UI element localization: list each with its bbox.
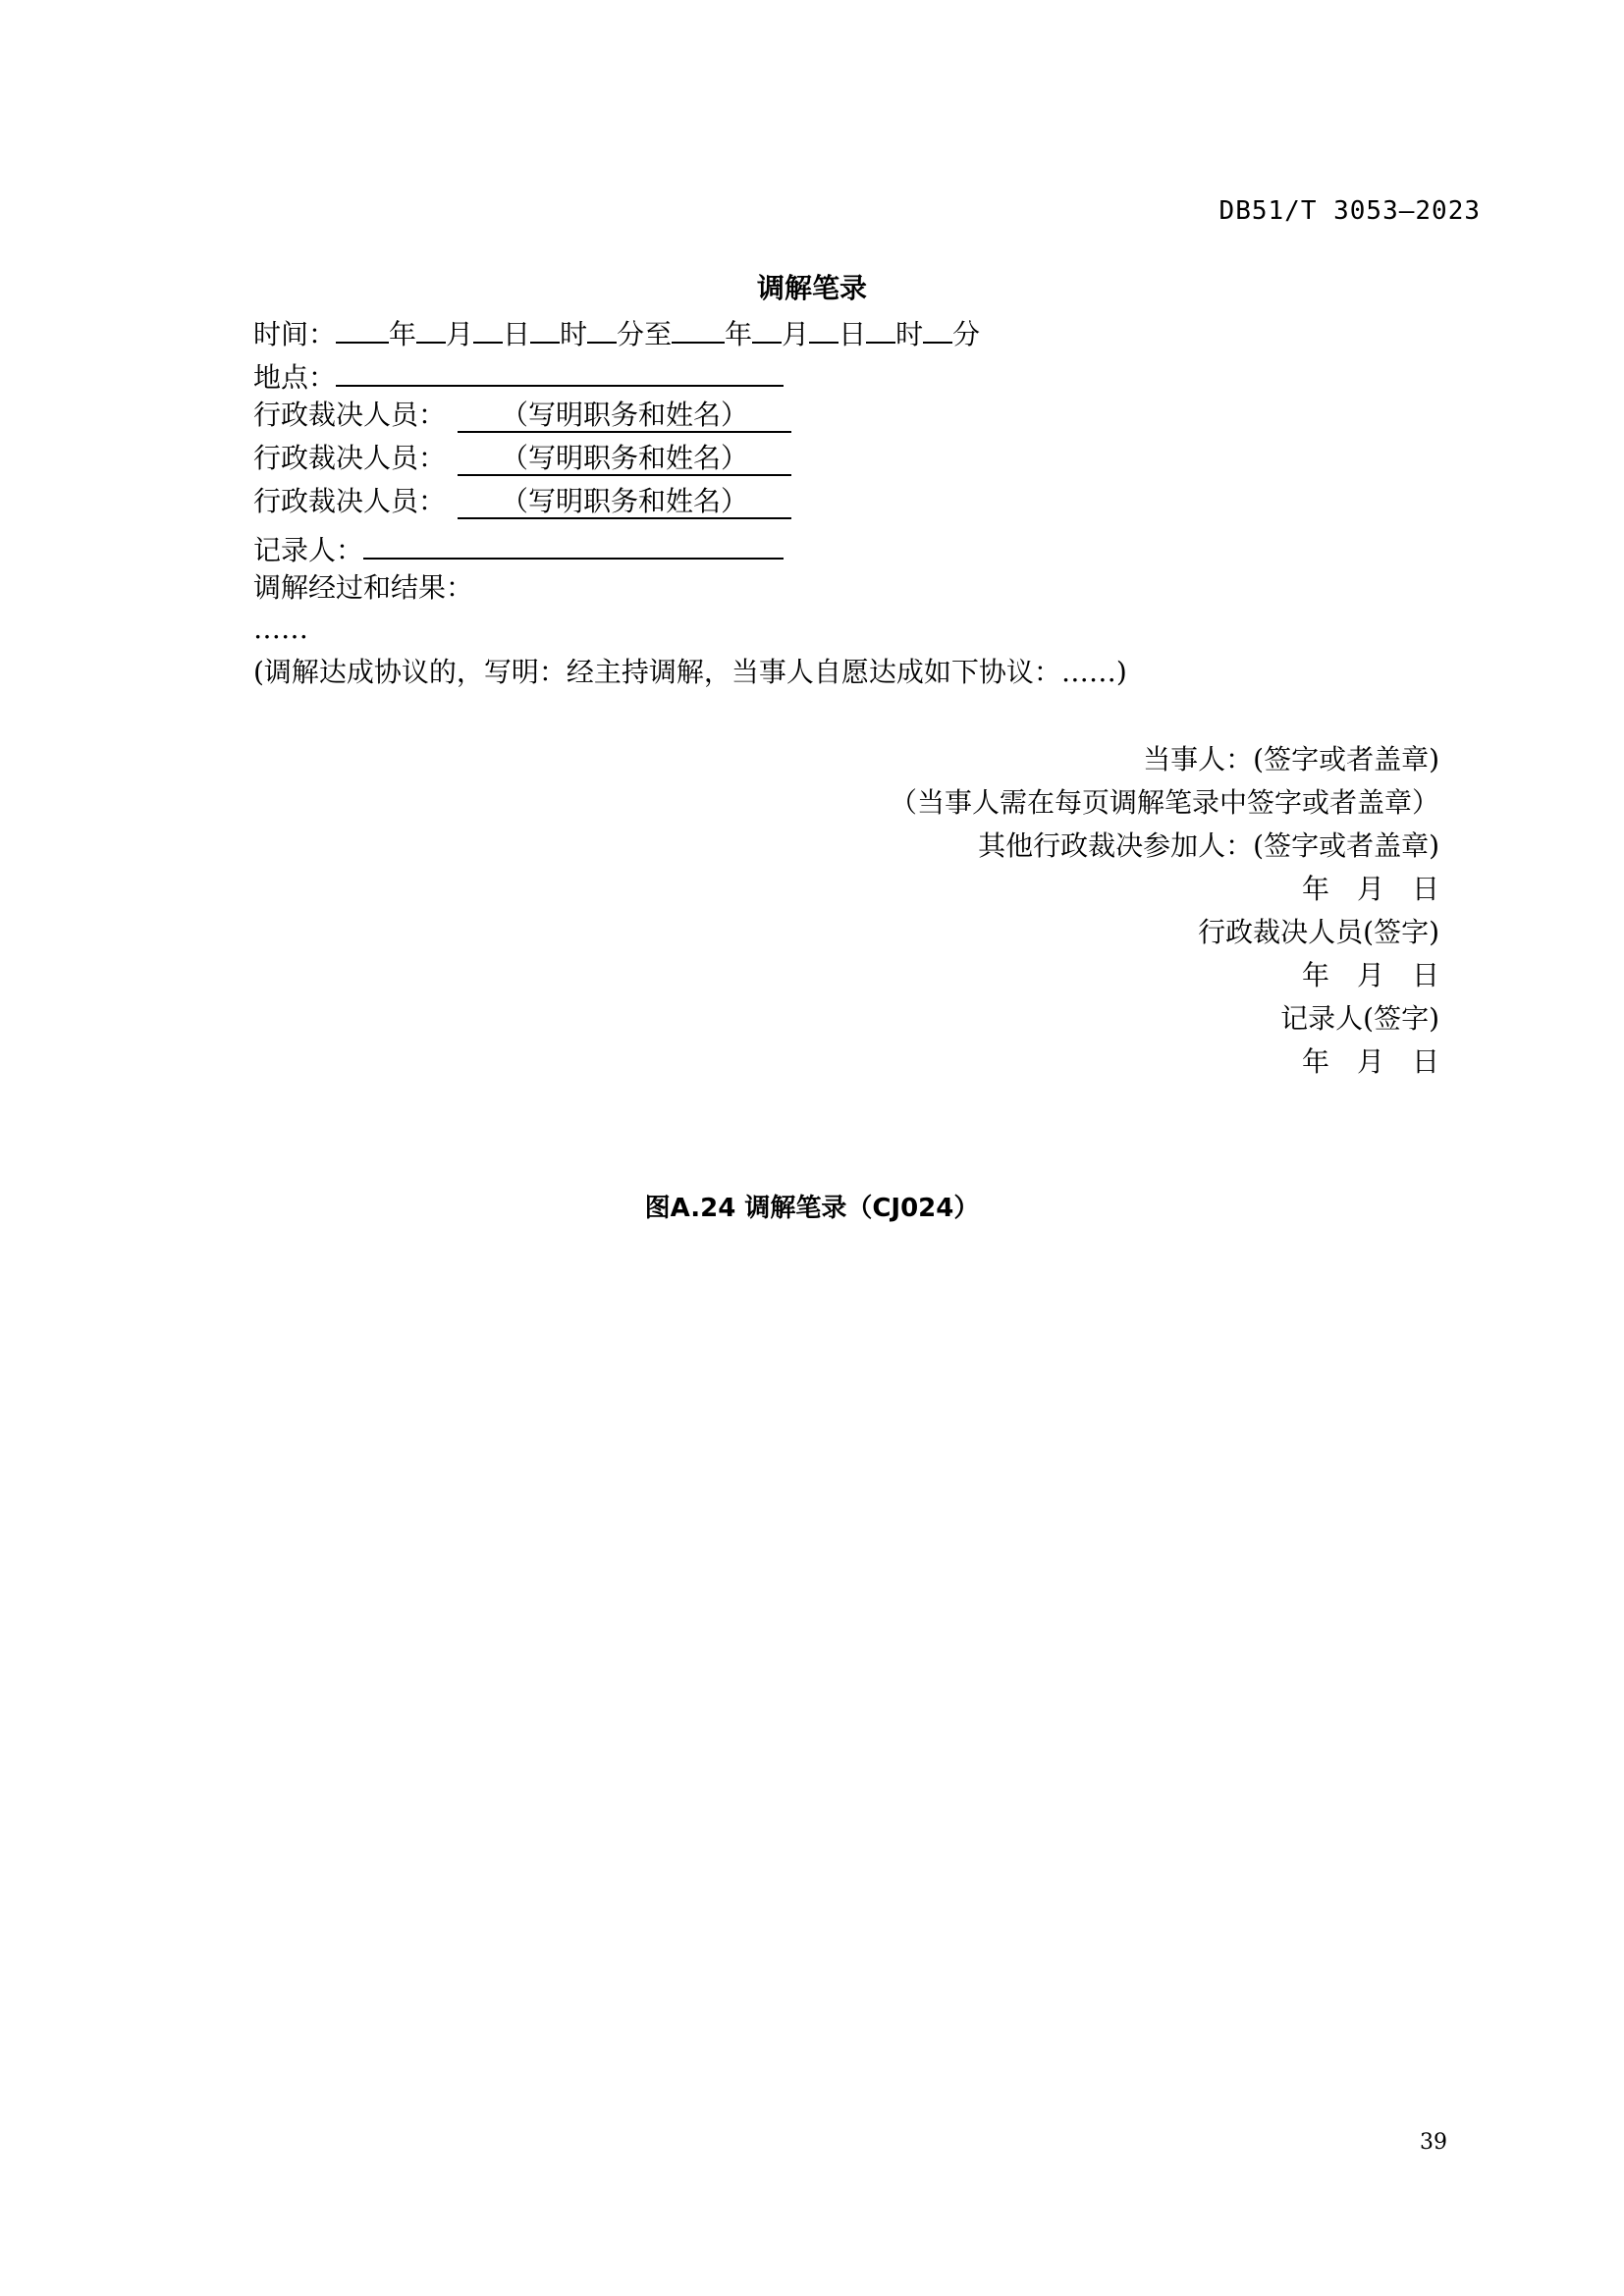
recorder-line: [253, 528, 784, 566]
end-day-label: 日: [839, 318, 867, 350]
time-label: 时间：: [253, 318, 337, 350]
date-row: [1274, 958, 1439, 993]
recorder-blank[interactable]: [363, 528, 784, 560]
process-label: 调解经过和结果：: [253, 571, 474, 604]
party-signature: 当事人：(签字或者盖章): [1143, 743, 1439, 775]
place-blank[interactable]: [336, 355, 784, 387]
start-month-blank[interactable]: [416, 312, 446, 344]
date-month: 月: [1356, 959, 1384, 991]
date-day: 日: [1411, 959, 1439, 991]
adjudicator-label: 行政裁决人员：: [253, 442, 447, 474]
process-ellipsis: ……: [253, 613, 308, 645]
date-month: 月: [1356, 1045, 1384, 1078]
place-line: [253, 355, 784, 394]
figure-caption: 图A.24 调解笔录（CJ024）: [644, 1194, 980, 1223]
end-month-blank[interactable]: [752, 312, 782, 344]
date-year: 年: [1301, 959, 1329, 991]
adjudicator-signature: 行政裁决人员(签字): [1198, 916, 1439, 948]
recorder-label: 记录人：: [253, 534, 364, 566]
start-hour-blank[interactable]: [530, 312, 560, 344]
start-month-label: 月: [446, 318, 474, 350]
date-year: 年: [1301, 1045, 1329, 1078]
end-minute-blank[interactable]: [923, 312, 952, 344]
adjudicator-label: 行政裁决人员：: [253, 485, 447, 517]
end-day-blank[interactable]: [809, 312, 839, 344]
party-signature-note: （当事人需在每页调解笔录中签字或者盖章）: [889, 786, 1439, 819]
end-hour-blank[interactable]: [866, 312, 895, 344]
start-minute-blank[interactable]: [587, 312, 617, 344]
end-year-blank[interactable]: [672, 312, 725, 344]
date-day: 日: [1411, 873, 1439, 905]
adjudicator-label: 行政裁决人员：: [253, 399, 447, 431]
end-hour-label: 时: [895, 318, 924, 350]
time-line: [253, 312, 981, 350]
document-code: DB51/T 3053—2023: [1218, 196, 1481, 226]
start-day-blank[interactable]: [473, 312, 503, 344]
other-participant-signature: 其他行政裁决参加人：(签字或者盖章): [978, 829, 1439, 862]
end-year-label: 年: [725, 318, 753, 350]
end-month-label: 月: [782, 318, 810, 350]
adjudicator-line: [253, 399, 791, 434]
start-day-label: 日: [503, 318, 531, 350]
start-year-label: 年: [389, 318, 417, 350]
adjudicator-hint[interactable]: （写明职务和姓名）: [458, 400, 791, 433]
date-year: 年: [1301, 873, 1329, 905]
adjudicator-hint[interactable]: （写明职务和姓名）: [458, 486, 791, 519]
start-hour-label: 时: [560, 318, 588, 350]
date-row: [1274, 1044, 1439, 1080]
page-number: 39: [1420, 2130, 1447, 2155]
date-day: 日: [1411, 1045, 1439, 1078]
agreement-note: (调解达成协议的，写明：经主持调解，当事人自愿达成如下协议：……): [253, 656, 1127, 688]
place-label: 地点：: [253, 361, 337, 394]
adjudicator-hint[interactable]: （写明职务和姓名）: [458, 443, 791, 476]
adjudicator-line: [253, 442, 791, 477]
recorder-signature: 记录人(签字): [1280, 1002, 1439, 1035]
start-year-blank[interactable]: [336, 312, 389, 344]
date-row: [1274, 872, 1439, 907]
end-minute-label: 分: [952, 318, 981, 350]
start-minute-label: 分至: [617, 318, 673, 350]
date-month: 月: [1356, 873, 1384, 905]
adjudicator-line: [253, 485, 791, 520]
form-title: 调解笔录: [756, 272, 867, 304]
